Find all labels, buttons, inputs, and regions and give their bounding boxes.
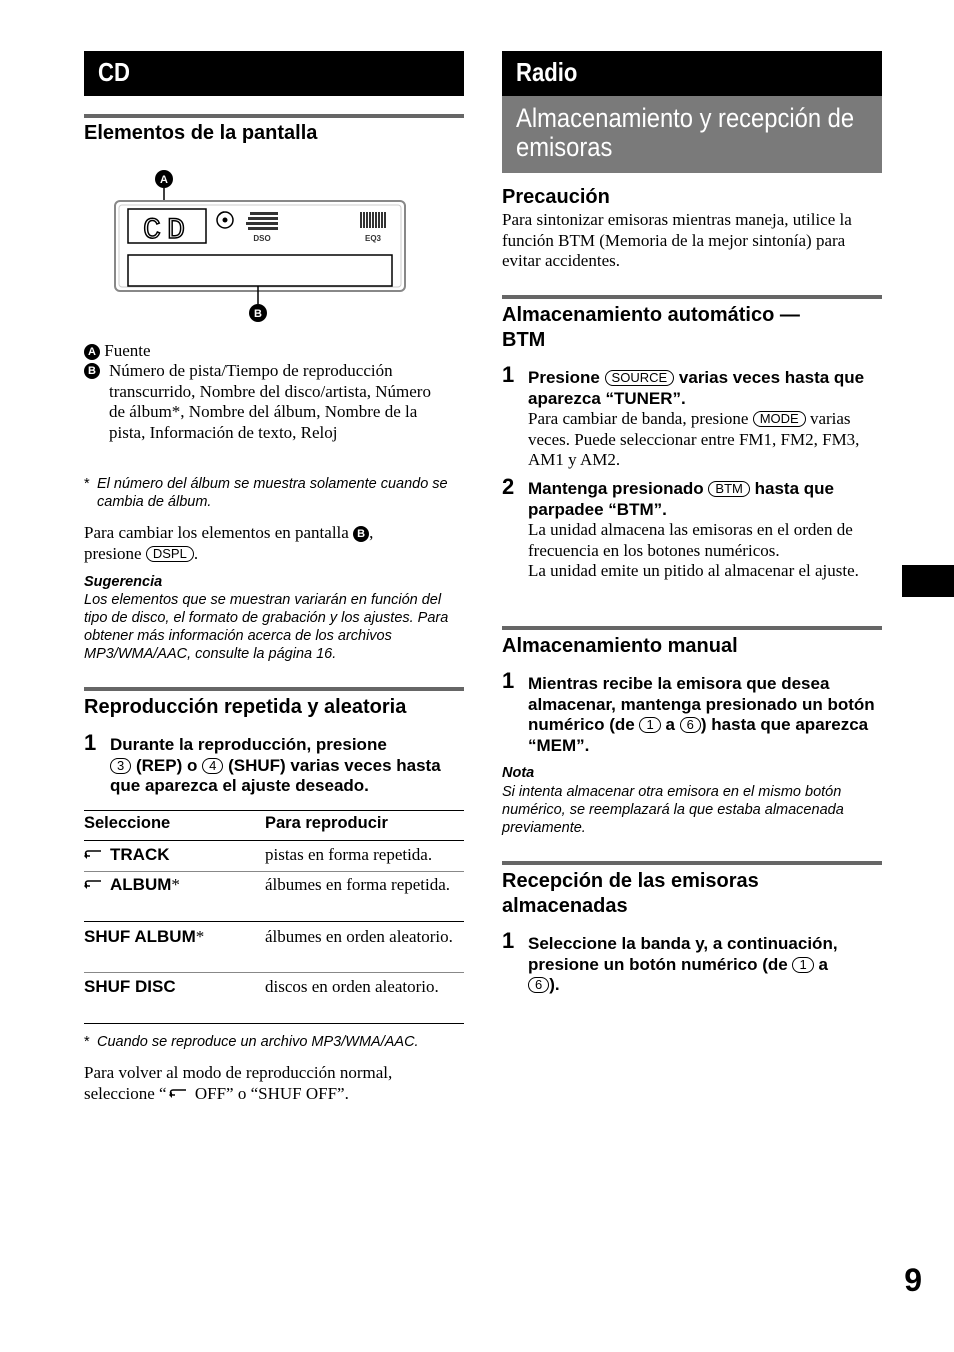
key-6: 6: [528, 977, 549, 993]
table-rule: [84, 921, 464, 922]
label-b-text: B: [254, 308, 262, 320]
row-select-shuf-disc: SHUF DISC: [84, 977, 176, 996]
manual-step-text-1: Mientras recibe la emisora que desea almacenar, mantenga presionado un botón numérico (de: [528, 674, 875, 734]
legend-item-a: [84, 341, 464, 362]
manual-step-text-2: a: [665, 715, 675, 734]
row-select-album: ALBUM: [110, 875, 172, 894]
section-title-repeat: Reproducción repetida y aleatoria: [84, 696, 407, 718]
section-title-manual: Almacenamiento manual: [502, 635, 738, 657]
dspl-key: DSPL: [146, 546, 194, 562]
row-play-track: pistas en forma repetida.: [265, 845, 433, 864]
key-1: 1: [792, 957, 813, 973]
legend-a-text: Fuente: [104, 341, 151, 360]
auto-step2-body-1: La unidad almacena las emisoras en el orden de frecuencia en los botones numéricos.: [528, 520, 853, 560]
note-text: Si intenta almacenar otra emisora en el mismo botón numérico, se reemplazará la que estaba almacenada previamente.: [502, 784, 844, 836]
table-rule: [84, 840, 464, 841]
table-header-play: Para reproducir: [265, 814, 388, 832]
step-number: 1: [502, 928, 515, 953]
repeat-step-text: [110, 735, 470, 797]
section-rule: [84, 114, 464, 118]
dso-label: DSO: [253, 234, 271, 243]
row-asterisk: *: [195, 927, 205, 946]
recall-step-text-2: a: [818, 954, 828, 974]
text-display-area: [128, 255, 392, 286]
repeat-step-text-3: (SHUF) varias veces hasta que aparezca el ajuste deseado.: [110, 755, 441, 795]
section-rule: [502, 295, 882, 299]
disc-icon: [217, 212, 233, 228]
table-rule: [84, 1023, 464, 1024]
change-display-instruction: [84, 523, 464, 564]
page-number: 9: [904, 1262, 922, 1298]
return-text-2: OFF” o “SHUF OFF”.: [190, 1083, 349, 1103]
tip-title: Sugerencia: [84, 574, 163, 590]
section-rule: [84, 687, 464, 691]
cd-header: CD: [98, 57, 130, 87]
display-diagram: [112, 168, 412, 328]
table-rule: [84, 871, 464, 872]
radio-header-bar: [502, 51, 882, 96]
recall-step-text-1: Seleccione la banda y, a continuación, presione un botón numérico (de: [528, 934, 838, 974]
change-text-1: Para cambiar los elementos en pantalla: [84, 523, 349, 542]
repeat-icon: [169, 1088, 189, 1100]
row-select-shuf-album: SHUF ALBUM: [84, 927, 196, 946]
radio-subheader-bar: [502, 96, 882, 173]
caution-text: Para sintonizar emisoras mientras maneja, utilice la función BTM (Memoria de la mejor sintonía) para evitar accidentes.: [502, 210, 852, 270]
mode-key: MODE: [753, 411, 806, 427]
display-footnote-text: El número del álbum se muestra solamente cuando se cambia de álbum.: [97, 476, 448, 510]
change-text-3: presione: [84, 543, 142, 563]
source-segment-text: CD: [142, 214, 192, 248]
radio-header: Radio: [516, 57, 578, 87]
key-1: 1: [639, 717, 660, 733]
legend-b-marker: B: [84, 363, 100, 379]
step-number: 1: [502, 668, 515, 693]
key-4: 4: [202, 758, 223, 774]
section-title-recall: Recepción de las emisoras almacenadas: [502, 870, 759, 917]
auto-step2-text-1: Mantenga presionado: [528, 479, 704, 498]
radio-subheader: Almacenamiento y recepción de emisoras: [516, 103, 855, 162]
row-play-shuf-disc: discos en orden aleatorio.: [265, 977, 439, 996]
btm-key: BTM: [708, 481, 749, 497]
edge-index-tab: [902, 565, 954, 597]
eq-indicator-icon: [360, 212, 386, 228]
recall-step-text: [528, 934, 888, 996]
note-title: Nota: [502, 765, 535, 781]
display-footnote: [84, 475, 464, 511]
legend-b-text: Número de pista/Tiempo de reproducción transcurrido, Nombre del disco/artista, Número de álbum*, Nombre del álbum, Nombre de la pista, Información de texto, Reloj: [109, 361, 431, 442]
key-6: 6: [680, 717, 701, 733]
section-rule: [502, 626, 882, 630]
auto-step1-body: [528, 409, 878, 471]
step-number: 1: [84, 730, 97, 755]
footnote-mark: *: [84, 1034, 90, 1050]
change-b-marker: B: [353, 526, 369, 542]
repeat-icon: [84, 879, 104, 891]
eq-label: EQ3: [364, 234, 382, 243]
manual-step-text-3: ) hasta que aparezca “MEM”.: [528, 715, 869, 755]
auto-step1-text-1: Presione: [528, 368, 600, 387]
recall-step-text-3: ).: [549, 975, 560, 994]
table-rule: [84, 972, 464, 973]
manual-step-text: [528, 674, 888, 756]
source-key: SOURCE: [605, 370, 675, 386]
period: .: [193, 543, 199, 563]
table-row-shuf-album-select: [84, 927, 204, 947]
cd-header-bar: [84, 51, 464, 96]
caution-title: Precaución: [502, 186, 610, 208]
step-number: 1: [502, 362, 515, 387]
label-a-text: A: [160, 174, 168, 186]
return-normal-instruction: [84, 1063, 464, 1104]
table-row-album-select: [84, 875, 180, 895]
row-select-track: TRACK: [110, 845, 170, 864]
auto-step2-text: [528, 479, 888, 520]
table-footnote: [84, 1033, 464, 1051]
table-header-select: Seleccione: [84, 814, 171, 832]
auto-step2-body-2: La unidad emite un pitido al almacenar el ajuste.: [528, 561, 859, 580]
step-number: 2: [502, 474, 515, 499]
section-title-display: Elementos de la pantalla: [84, 122, 318, 144]
row-play-album: álbumes en forma repetida.: [265, 875, 451, 894]
row-play-shuf-album: álbumes en orden aleatorio.: [265, 927, 453, 946]
table-rule: [84, 810, 464, 811]
repeat-icon: [84, 849, 104, 861]
legend-item-b: [84, 361, 464, 443]
section-title-auto: Almacenamiento automático — BTM: [502, 304, 800, 351]
auto-step1-body-2: varias veces. Puede seleccionar entre FM1, FM2, FM3, AM1 y AM2.: [528, 409, 860, 469]
legend-a-marker: A: [84, 344, 100, 360]
repeat-step-text-1: Durante la reproducción, presione: [110, 735, 387, 754]
return-text-1: Para volver al modo de reproducción normal, seleccione “: [84, 1063, 393, 1103]
key-3: 3: [110, 758, 131, 774]
auto-step1-body-1: Para cambiar de banda, presione: [528, 409, 749, 428]
auto-step1-text: [528, 368, 888, 409]
auto-step1-text-2: varias veces hasta que aparezca “TUNER”.: [528, 368, 865, 408]
auto-step2-text-2: hasta que parpadee “BTM”.: [528, 479, 834, 519]
change-text-2: ,: [369, 523, 374, 542]
row-asterisk: *: [171, 875, 180, 894]
tip-text: Los elementos que se muestran variarán en función del tipo de disco, el formato de grabación y los ajustes. Para obtener más información acerca de los archivos MP3/WMA/AAC, consulte la página 16.: [84, 592, 449, 662]
table-row-track-select: [84, 845, 170, 865]
footnote-mark: *: [84, 476, 90, 492]
table-footnote-text: Cuando se reproduce un archivo MP3/WMA/AAC.: [97, 1034, 419, 1050]
repeat-step-text-2: (REP) o: [135, 755, 198, 775]
section-rule: [502, 861, 882, 865]
